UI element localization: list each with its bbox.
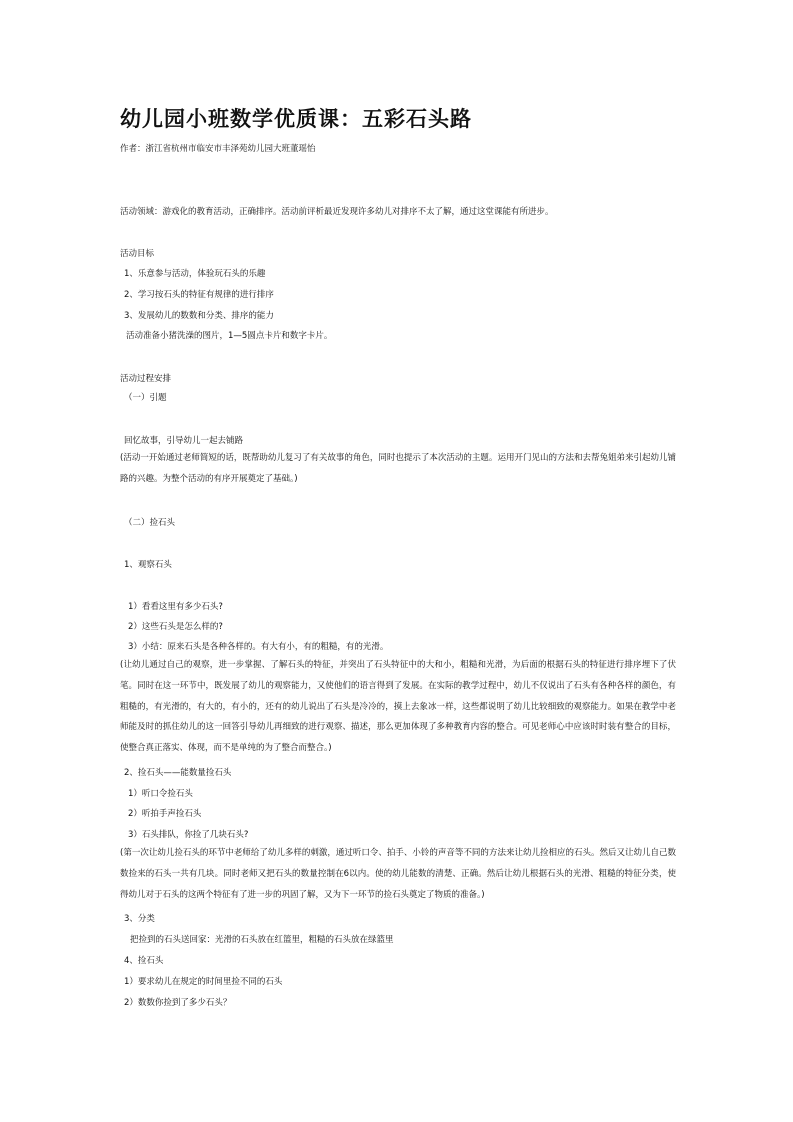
section-heading: （一）引题	[124, 393, 167, 403]
process-heading: 活动过程安排	[120, 374, 172, 384]
pick-item: 3）石头排队，你捡了几块石头?	[128, 830, 249, 840]
observe-note: (让幼儿通过自己的观察，进一步掌握、了解石头的特征，并突出了石头特征中的大和小，粗糙和光滑，为后面的根据石头的特征进行排序埋下了伏笔。同时在这一环节中，既发展了幼儿的观察能力，又使他们的语言得到了发展。在实际的教学过程中，幼儿不仅说出了石头有各种各样的颜色，有粗糙的，有光滑的，有大的，有小的，还有的幼儿说出了石头是冷冷的，摸上去象冰一样，这些都说明了幼儿比较细致的观察能力。如果在教学中老师能及时的抓住幼儿的这一回答引导幼儿再细致的进行观察、描述，那么更加体现了多种教育内容的整合。可见老师心中应该时时装有整合的目标，使整合真正落实、体现，而不是单纯的为了整合而整合。)	[120, 660, 676, 754]
pick-item: 1）听口令捡石头	[128, 789, 193, 799]
classify-heading: 3、分类	[124, 914, 155, 924]
observe-heading: 1、观察石头	[124, 560, 172, 570]
activity-preparation: 活动准备小猪洗澡的图片，1—5圆点卡片和数字卡片。	[126, 331, 333, 341]
observe-item: 1）看看这里有多少石头?	[128, 602, 223, 612]
goal-item: 1、乐意参与活动，体验玩石头的乐趣	[124, 269, 266, 279]
document-title: 幼儿园小班数学优质课：五彩石头路	[120, 106, 472, 131]
classify-text: 把捡到的石头送回家：光滑的石头放在红篮里，粗糙的石头放在绿篮里	[130, 935, 394, 945]
step4-item: 1）要求幼儿在规定的时间里捡不同的石头	[124, 977, 283, 987]
pick-heading: 2、捡石头——能数量捡石头	[124, 768, 232, 778]
goals-heading: 活动目标	[120, 249, 155, 259]
pick-note: (第一次让幼儿捡石头的环节中老师给了幼儿多样的刺激，通过听口令、拍手、小铃的声音等不同的方法来让幼儿捡相应的石头。然后又让幼儿自己数数捡来的石头一共有几块。同时老师又把石头的数量控制在6以内。使的幼儿能数的清楚、正确。然后让幼儿根据石头的光滑、粗糙的特征分类，使得幼儿对于石头的这两个特征有了进一步的巩固了解，又为下一环节的捡石头奠定了物质的准备。)	[120, 848, 676, 900]
step4-item: 2）数数你捡到了多少石头？	[124, 998, 232, 1008]
goal-item: 3、发展幼儿的数数和分类、排序的能力	[124, 311, 274, 321]
activity-domain: 活动领域：游戏化的教育活动，正确排序。活动前评析最近发现许多幼儿对排序不太了解，通过这堂课能有所进步。	[120, 207, 554, 217]
pick-item: 2）听拍手声捡石头	[128, 809, 202, 819]
section-heading: （二）捡石头	[124, 518, 176, 528]
review-line: 回忆故事，引导幼儿一起去铺路	[124, 436, 244, 446]
author-line: 作者：浙江省杭州市临安市丰泽苑幼儿园大班董瑶怡	[120, 144, 316, 154]
step4-heading: 4、捡石头	[124, 956, 164, 966]
review-note: (活动一开始通过老师简短的话，既帮助幼儿复习了有关故事的角色，同时也提示了本次活动的主题。运用开门见山的方法和去帮兔姐弟来引起幼儿铺路的兴趣。为整个活动的有序开展奠定了基础。)	[120, 453, 676, 484]
observe-item: 3）小结：原来石头是各种各样的。有大有小，有的粗糙，有的光滑。	[128, 642, 389, 652]
observe-item: 2）这些石头是怎么样的?	[128, 622, 223, 632]
goal-item: 2、学习按石头的特征有规律的进行排序	[124, 290, 274, 300]
